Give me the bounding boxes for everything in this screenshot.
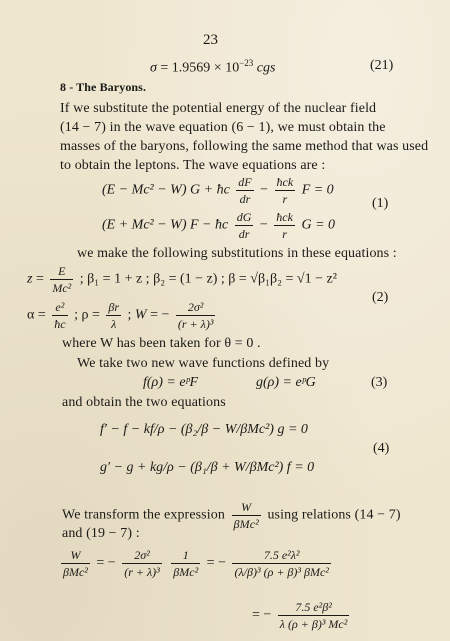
eq1b-rhs: G = 0 [301, 217, 336, 233]
equation-1-tag: (1) [372, 196, 389, 211]
final1-frac4-num: 7.5 e²λ² [232, 548, 330, 564]
transform-text-b: using relations (14 − 7) [267, 507, 401, 523]
take-line: We take two new wave functions defined by [77, 356, 330, 371]
equation-3-right: g(ρ) = eᵖG [256, 375, 316, 390]
transform-frac-num: W [232, 500, 261, 516]
eq2b-alpha-den: ħc [54, 317, 66, 331]
eq1b-frac2-num: ħck [276, 210, 293, 224]
equation-2a: z = $\frac{E}{\text{Mc²}}$ ; β₁ = 1 + z ; β₂ = (1 − z) ; β = √β₁β₂ = √1 − z² [27, 264, 337, 295]
equation-4b: g′ − g + kg/ρ − (β₁/β + W/βMc²) f = 0 [100, 460, 315, 475]
eq1a-frac2-den: r [282, 192, 288, 206]
final-equation-2: = − $\frac{\text{7.5 e²β²}}{\text{λ (ρ + β)³ Mc²}}$ [252, 600, 348, 631]
equation-4-tag: (4) [373, 441, 390, 456]
final1-frac4-den: (λ/β)³ (ρ + β)³ βMc² [234, 565, 329, 579]
and-line: and (19 − 7) : [62, 526, 140, 541]
obtain-line: and obtain the two equations [62, 395, 226, 410]
final2-frac-num: 7.5 e²β² [278, 600, 350, 616]
final2-frac-den: λ (ρ + β)³ Mc² [279, 617, 348, 631]
eq1b-frac1-den: dr [238, 227, 250, 241]
final1-frac3-den: βMc² [173, 565, 199, 579]
final1-frac2-den: (r + λ)³ [124, 565, 160, 579]
where-line: where W has been taken for θ = 0 . [62, 336, 261, 351]
equation-21: $\sigma = 1.9569 \times 10^{-23}$ cgs [150, 58, 276, 76]
eq2a-z-den: Mc² [52, 281, 72, 295]
equation-4a: f′ − f − kf/ρ − (β₂/β − W/βMc²) g = 0 [100, 422, 308, 437]
eq1b-frac1-num: dG [236, 210, 252, 224]
paragraph-line-2: (14 − 7) in the wave equation (6 − 1), we must obtain the [60, 120, 386, 135]
transform-text-a: We transform the expression [62, 507, 225, 523]
eq2b-w-num: 2σ² [176, 300, 216, 316]
equation-1a [102, 175, 334, 206]
section-heading: 8 - The Baryons. [60, 80, 147, 94]
eq2b-rho-num: βr [108, 300, 119, 314]
final1-lhs-num: W [61, 548, 90, 564]
eq2a-rest: ; β₁ = 1 + z ; β₂ = (1 − z) ; β = √β₁β₂ = √1 − z² [79, 271, 337, 287]
final1-lhs-den: βMc² [63, 565, 88, 579]
substitution-line: we make the following substitutions in these equations : [77, 246, 397, 261]
eq1a-rhs: F = 0 [301, 182, 334, 198]
equation-2-tag: (2) [372, 290, 389, 305]
eq1b-minus: − [259, 217, 268, 233]
paragraph-line-3: masses of the baryons, following the same method that was used [60, 139, 429, 154]
paragraph-line-4: to obtain the leptons. The wave equations are : [60, 158, 326, 173]
eq1a-minus: − [260, 182, 269, 198]
equation-3-left: f(ρ) = eᵖF [143, 375, 199, 390]
eq1a-lhs: (E − Mc² − W) G + ħc [102, 182, 230, 198]
eq2a-z-num: E [50, 264, 73, 280]
eq2b-rho-den: λ [111, 317, 117, 331]
eq2b-alpha-num: e² [52, 300, 67, 316]
equation-21-tag: (21) [370, 58, 394, 73]
equation-3-tag: (3) [371, 375, 388, 390]
eq2b-w-den: (r + λ)³ [177, 317, 214, 331]
final1-frac2-num: 2σ² [122, 548, 162, 564]
final-equation-1: $\frac{W}{\text{βMc²}}$ = − $\frac{\text{2σ²}}{\text{(r + λ)³}}$ $\frac{1}{\text{βMc²}}$ = − $\frac{\text{7.5 e²λ²}}{\text{(λ/β)³ (ρ + β)³ βMc²}}$ [63, 548, 329, 579]
equation-1b [102, 210, 335, 241]
transform-frac-den: βMc² [233, 517, 259, 531]
equation-2b: α = $\frac{\text{e²}}{ħc}$ ; ρ = $\frac{\beta r}{\lambda}$ ; W = − $\frac{\text{2σ²}}{\text{(r + λ)³}}$ [27, 300, 214, 331]
eq1b-lhs: (E + Mc² − W) F − ħc [102, 217, 229, 233]
eq1a-frac2-num: ħck [276, 175, 294, 189]
paragraph-line-1: If we substitute the potential energy of the nuclear field [60, 101, 377, 116]
eq1a-frac1-den: dr [239, 192, 251, 206]
final1-frac3-num: 1 [171, 548, 200, 564]
eq1a-frac1-num: dF [238, 175, 252, 189]
page-number: 23 [203, 32, 218, 48]
eq1b-frac2-den: r [282, 227, 287, 241]
